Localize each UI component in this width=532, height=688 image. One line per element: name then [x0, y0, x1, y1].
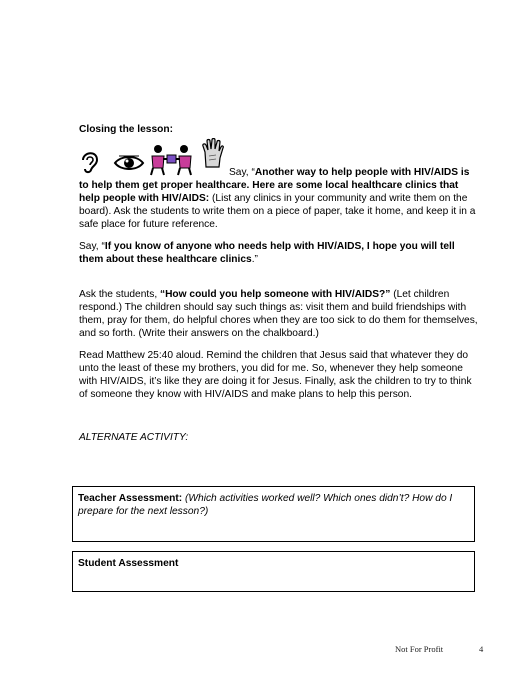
say-bold-text: Another way to help people with HIV/AIDS is to help them get proper healthcare. Here are some local healthcare clinics that help people with HIV/AIDS:	[79, 167, 470, 204]
say-instructions: (List any clinics in your community and write them on the board). Ask the students to write them on a piece of paper, take it home, and keep it in a safe place for future reference.	[79, 193, 476, 230]
teacher-assessment-box	[72, 486, 475, 542]
question-lead: Ask the students,	[79, 289, 160, 300]
scripture-paragraph: Read Matthew 25:40 aloud. Remind the children that Jesus said that whatever they do unto the least of these my brothers, you did for me. So, whenever they help someone with HIV/AIDS, it’s like they are doing it for Jesus. Finally, ask the children to try to think of someone they know with HIV/AIDS and make plans to help this person.	[79, 350, 472, 400]
teacher-assessment-label: Teacher Assessment:	[78, 493, 183, 504]
section-heading: Closing the lesson:	[79, 124, 173, 135]
say-lead: Say, “	[79, 241, 105, 252]
page-number: 4	[479, 644, 484, 654]
say-end: .”	[251, 254, 258, 265]
student-assessment-box	[72, 551, 475, 592]
say-bold-text: If you know of anyone who needs help with HIV/AIDS, I hope you will tell them about these healthcare clinics	[79, 241, 455, 265]
question-paragraph	[79, 288, 481, 340]
question-bold: “How could you help someone with HIV/AIDS?”	[159, 289, 391, 300]
footer-text: Not For Profit	[395, 644, 444, 654]
hand-icon	[201, 138, 225, 168]
say-paragraph-1	[79, 166, 481, 231]
say-lead: Say, “	[229, 167, 255, 178]
teacher-assessment-note: (Which activities worked well? Which ones didn’t? How do I prepare for the next lesson?)	[78, 493, 453, 517]
student-assessment-label: Student Assessment	[78, 558, 179, 569]
alternate-activity-heading: ALTERNATE ACTIVITY:	[79, 432, 189, 443]
say-paragraph-2	[79, 240, 481, 266]
question-rest: (Let children respond.) The children should say such things as: visit them and build friendships with them, pray for them, do helpful chores when they are too sick to do them for themselves, and so forth. (Write their answers on the chalkboard.)	[79, 289, 478, 339]
